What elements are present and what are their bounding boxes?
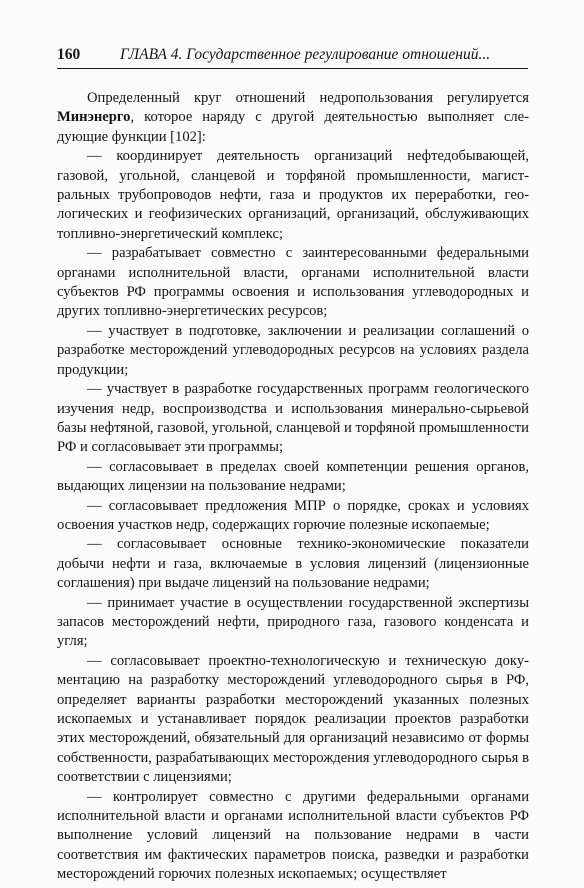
header-rule [57,68,528,69]
body-text [57,89,529,885]
function-item: — разрабатывает совместно с заинтересованными федеральными органами исполнительной власти, органами исполнительной власти субъектов РФ программы освоения и использования углеводородных и других топливно-энергетических ресурсов; [57,245,529,320]
intro-ministry-name: Минэнерго [57,109,131,126]
intro-text-before: Определенный круг отношений недропользования регулируется [87,90,529,106]
function-item: — участвует в подготовке, заключении и реализации соглашений о разработке месторождений углеводородных ресурсов на условиях раздела продукции; [57,322,529,378]
function-item: — согласовывает проектно-технологическую и техническую документацию на разработку месторождений углеводородного сырья в РФ, определяет варианты разработки месторождений указанных полезных ископаемых и устанавливает порядок реализации проектов разработки этих месторождений, обязательный для организаций независимо от формы собственности, разрабатывающих месторождения углеводородного сырья в соответствии с лицензиями; [57,652,529,786]
function-item: — контролирует совместно с другими федеральными органами исполнительной власти и органами исполнительной власти субъектов РФ выполнение условий лицензий на пользование недрами в части соответствия им фактических параметров поиска, разведки и разработки месторождений горючих полезных ископаемых; осуществляет [57,788,529,883]
intro-paragraph [57,89,529,147]
page-number: 160 [57,46,81,63]
page-header [57,46,527,66]
function-item: — согласовывает основные технико-экономические показатели добычи нефти и газа, включаемые в условия лицензий (лицензионные соглашения) при выдаче лицензий на пользование недрами; [57,536,529,592]
function-item: — согласовывает в пределах своей компетенции решения органов, выдающих лицензии на пользование недрами; [57,458,529,495]
running-head: ГЛАВА 4. Государственное регулирование отношений... [120,46,491,63]
function-item: — участвует в разработке государственных программ геологического изучения недр, воспроизводства и использования минерально-сырьевой базы нефтяной, газовой, угольной, сланцевой и торфяной промышленности РФ и согласовывает эти программы; [57,381,529,456]
intro-text-after: , которое наряду с другой деятельностью выполняет следующие функции [102]: [57,109,529,145]
function-item: — согласовывает предложения МПР о порядке, сроках и условиях освоения участков недр, содержащих горючие полезные ископаемые; [57,497,529,533]
function-item: — координирует деятельность организаций нефтедобывающей, газовой, угольной, сланцевой и торфяной промышленности, магистральных трубопроводов нефти, газа и продуктов их переработки, геологических и геофизических организаций, организаций, обслуживающих топливно-энергетический комплекс; [57,148,529,242]
function-item: — принимает участие в осуществлении государственной экспертизы запасов месторождений нефти, природного газа, газового конденсата и угля; [57,594,529,650]
